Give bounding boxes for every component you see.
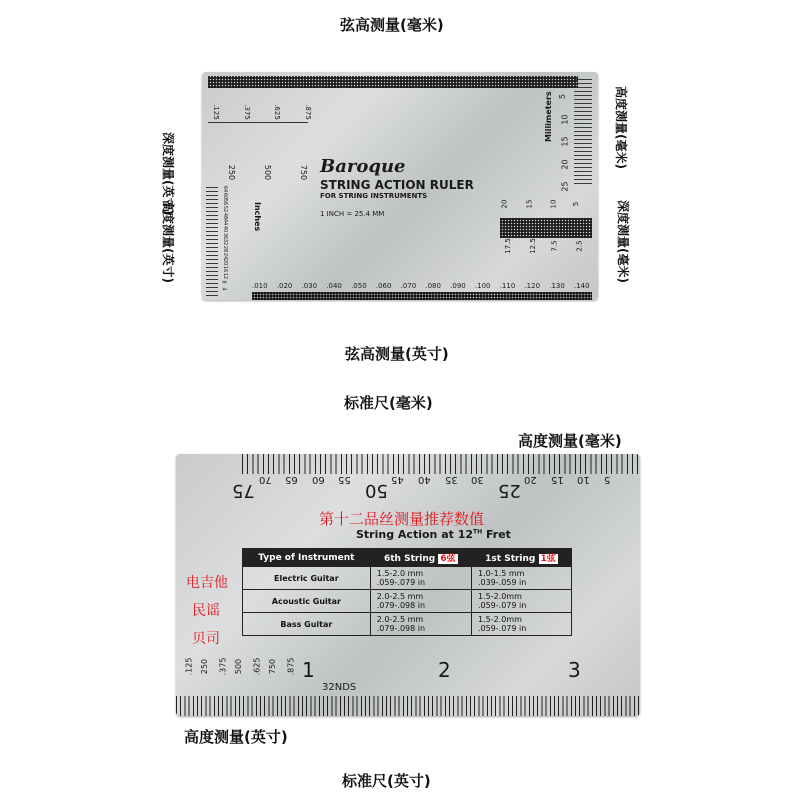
tick-label: 250: [200, 658, 210, 675]
row-1st-mm: 1.0-1.5 mm: [477, 569, 525, 578]
header-6th-red: 6弦: [440, 554, 456, 564]
left-inch-ruler-scale: [206, 186, 218, 296]
row-1st: [471, 567, 571, 590]
right-depth-gauge: [500, 200, 592, 258]
caption-ruler-mm: 标准尺(毫米): [344, 394, 433, 412]
inch-number-label: 3: [568, 658, 581, 682]
tick-label: 64: [222, 185, 229, 193]
tick-label: 32: [222, 239, 229, 246]
tick-label: 15: [525, 199, 534, 209]
caption-top-action-mm: 弦高测量(毫米): [340, 16, 444, 34]
tick-label: 12: [222, 272, 229, 279]
card-title: STRING ACTION RULER: [320, 178, 474, 192]
row-6th-mm: 2.0-2.5 mm: [376, 615, 424, 624]
caption-ruler-in: 标准尺(英寸): [342, 772, 431, 790]
tick-label: 15: [550, 474, 564, 485]
tick-label: .090: [450, 282, 466, 290]
row-6th-mm: 2.0-2.5 mm: [376, 592, 424, 601]
tick-label: .120: [524, 282, 541, 290]
tick-label: .070: [400, 282, 417, 290]
tick-label: 75: [232, 480, 255, 501]
row-instrument: Acoustic Guitar: [243, 590, 371, 613]
row-6th-in: .079-.098 in: [376, 601, 426, 610]
caption-right-height-mm: 高度测量(毫米): [614, 86, 628, 169]
conversion-text: 1 INCH = 25.4 MM: [320, 210, 385, 218]
tick-label: 28: [222, 245, 229, 253]
bottom-inch-labels: [176, 658, 640, 684]
ruler-card-back: [176, 454, 640, 716]
tick-label: 10: [577, 474, 591, 485]
caption-bottom-action-in: 弦高测量(英寸): [345, 345, 449, 363]
depth-tick-labels: [500, 200, 592, 214]
top-mm-scale: [242, 454, 640, 474]
tick-label: .625: [273, 104, 282, 120]
tick-label: 24: [222, 252, 229, 259]
tick-label: 500: [234, 658, 244, 675]
tick-label: 65: [285, 474, 298, 485]
depth-gauge-blocks: [500, 218, 592, 238]
tick-label: 17.5: [503, 238, 512, 254]
side-red-acoustic: 民谣: [192, 603, 220, 619]
tick-label: .375: [242, 104, 251, 120]
tick-label: 20: [560, 158, 570, 170]
divider: [208, 122, 308, 123]
inches-label: Inches: [253, 202, 262, 232]
row-6th-in: .079-.098 in: [376, 624, 426, 633]
nds-label: 32NDS: [322, 682, 357, 693]
row-instrument: Electric Guitar: [243, 567, 371, 590]
row-instrument: Bass Guitar: [243, 613, 371, 636]
tick-label: 2.5: [575, 240, 584, 252]
table-title-end: Fret: [482, 528, 511, 541]
caption-left-height-in: 高度测量(英寸): [161, 200, 175, 283]
right-mm-ruler-scale: [574, 76, 592, 184]
row-1st-in: .059-.079 in: [477, 601, 527, 610]
side-red-bass: 贝司: [192, 631, 220, 647]
table-row: [243, 590, 572, 613]
tick-label: .110: [499, 282, 516, 290]
caption-height-in: 高度测量(英寸): [184, 728, 288, 746]
tick-label: 40: [222, 225, 229, 233]
tick-label: 250: [227, 164, 237, 181]
millimeters-label: Millimeters: [544, 91, 553, 142]
table-row: [243, 567, 572, 590]
tick-label: 8: [220, 280, 227, 284]
top-thickness-blocks: [208, 76, 578, 88]
tick-label: 10: [560, 113, 570, 125]
table-title-text: String Action at 12: [356, 528, 474, 541]
inch-scale-tick-labels: [222, 186, 234, 296]
string-action-table: [242, 548, 572, 636]
tick-label: .130: [549, 282, 565, 290]
string-action-ruler-card: [202, 72, 598, 300]
top-mm-tick-labels: [232, 474, 622, 504]
right-mm-tick-labels: [560, 92, 574, 192]
row-6th: [370, 590, 471, 613]
tick-label: 500: [263, 164, 273, 181]
tick-label: 70: [258, 474, 272, 485]
tick-label: 60: [222, 192, 229, 199]
tick-label: 5: [572, 201, 581, 207]
red-recommendation-title: 第十二品丝测量推荐数值: [319, 510, 485, 528]
row-1st-in: .039-.059 in: [477, 578, 527, 587]
tick-label: 5: [604, 474, 611, 485]
tick-label: 60: [311, 474, 325, 485]
tick-label: .010: [252, 282, 268, 290]
tick-label: .040: [326, 282, 342, 290]
header-6th-string: [370, 549, 471, 567]
table-header-row: [243, 549, 572, 567]
tick-label: 40: [418, 474, 431, 485]
tick-label: 20: [222, 259, 229, 266]
tick-label: .060: [375, 282, 392, 290]
tick-label: 50: [364, 480, 388, 501]
bottom-thickness-blocks: [252, 292, 592, 300]
row-1st: [471, 613, 571, 636]
header-1st-red: 1弦: [540, 554, 556, 564]
header-6th-text: 6th String: [383, 554, 436, 564]
tick-label: .125: [184, 657, 194, 676]
tick-label: .625: [252, 657, 262, 676]
tick-label: 55: [338, 474, 352, 485]
tick-label: .050: [351, 282, 367, 290]
tick-label: 7.5: [550, 240, 559, 252]
tick-label: 30: [471, 474, 484, 485]
tick-label: 750: [268, 658, 278, 675]
fraction-tick-labels: [208, 104, 318, 120]
row-1st-mm: 1.5-2.0mm: [477, 592, 522, 601]
tick-label: .375: [218, 657, 228, 676]
tick-label: 20: [524, 474, 538, 485]
side-red-electric: 电吉他: [186, 575, 228, 591]
row-6th: [370, 613, 471, 636]
tick-label: 52: [222, 205, 229, 213]
tick-label: .125: [211, 104, 220, 120]
tick-label: .030: [301, 282, 318, 290]
tick-label: 25: [560, 181, 570, 192]
header-instrument: Type of Instrument: [243, 549, 371, 567]
tick-label: 35: [444, 474, 458, 485]
inch-number-label: 1: [302, 658, 315, 682]
tick-label: 16: [222, 265, 229, 273]
tick-label: 10: [549, 199, 558, 209]
tick-label: .875: [303, 104, 312, 120]
tick-label: .875: [286, 657, 296, 676]
fraction-lower-tick-labels: [224, 164, 314, 181]
row-6th-in: .059-.079 in: [376, 578, 426, 587]
tick-label: 5: [558, 93, 568, 100]
table-row: [243, 613, 572, 636]
depth-tick-labels-2: [500, 238, 592, 256]
tick-label: 45: [391, 474, 405, 485]
table-title-sup: TH: [473, 528, 483, 536]
row-6th-mm: 1.5-2.0 mm: [376, 569, 424, 578]
tick-label: 25: [497, 480, 521, 501]
tick-label: 750: [299, 164, 309, 181]
row-1st-in: .059-.079 in: [477, 624, 527, 633]
row-1st-mm: 1.5-2.0mm: [477, 615, 522, 624]
tick-label: .140: [574, 282, 590, 290]
tick-label: .080: [425, 282, 441, 290]
top-mm-tick-labels: [208, 90, 578, 104]
tick-label: .020: [276, 282, 293, 290]
header-1st-text: 1st String: [485, 554, 536, 564]
tick-label: .100: [474, 282, 491, 290]
tick-label: 12.5: [528, 238, 537, 254]
bottom-inch-scale: [176, 696, 640, 716]
tick-label: 56: [222, 199, 229, 206]
tick-label: 44: [222, 219, 229, 226]
brand-logo: Baroque: [320, 156, 406, 177]
inch-number-label: 2: [438, 658, 451, 682]
row-1st: [471, 590, 571, 613]
caption-right-depth-mm: 深度测量(毫米): [616, 200, 630, 283]
row-6th: [370, 567, 471, 590]
tick-label: 15: [560, 136, 570, 147]
tick-label: 20: [500, 199, 509, 209]
card-subtitle: FOR STRING INSTRUMENTS: [320, 192, 428, 200]
tick-label: 4: [220, 287, 227, 291]
tick-label: 48: [222, 212, 229, 219]
caption-height-mm: 高度测量(毫米): [518, 432, 622, 450]
table-title: [356, 528, 511, 541]
tick-label: 36: [222, 232, 229, 239]
header-1st-string: [471, 549, 571, 567]
caption-left-depth-in: 深度测量(英寸): [161, 132, 175, 215]
